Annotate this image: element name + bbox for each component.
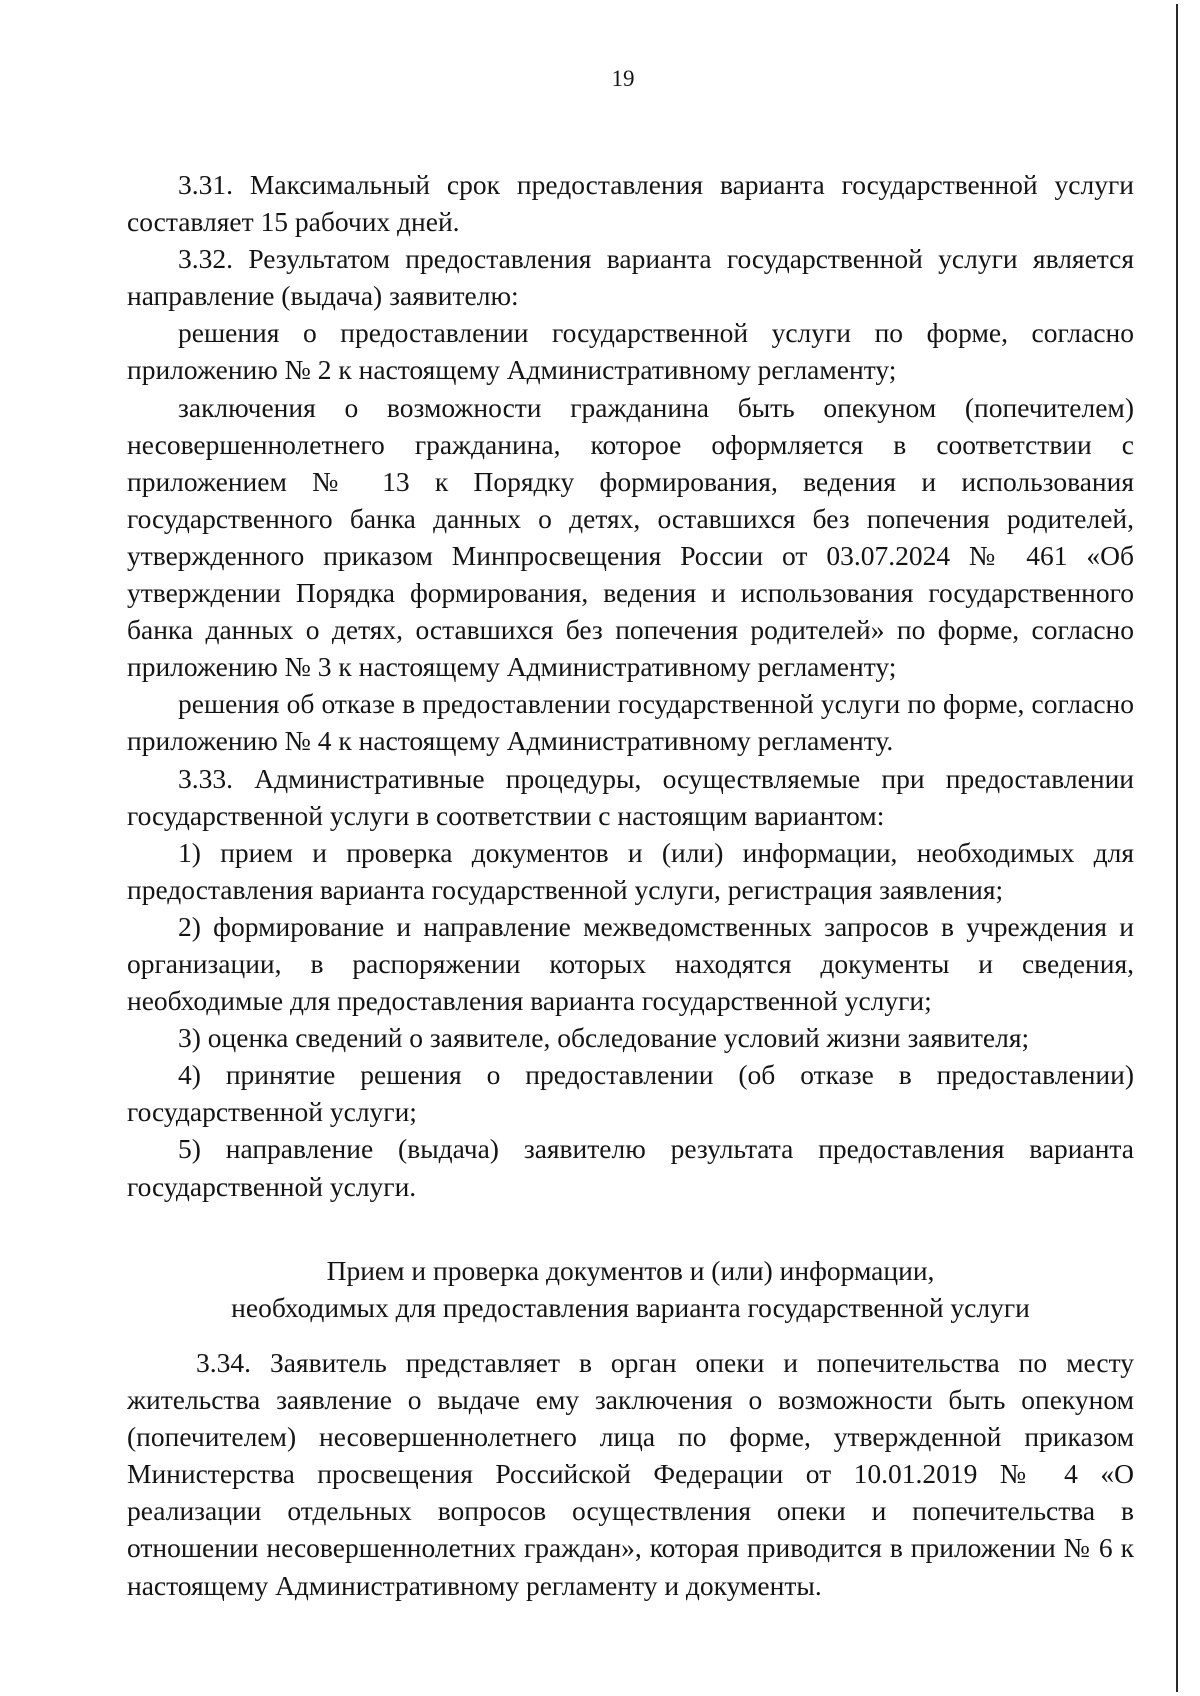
section-heading-line-1: Прием и проверка документов и (или) информации, [326,1255,935,1286]
section-heading-line-2: необходимых для предоставления варианта государственной услуги [231,1292,1030,1323]
page-number: 19 [611,66,635,91]
page-edge-line [1176,4,1178,1692]
list-item-decision: решения о предоставлении государственной услуги по форме, согласно приложению № 2 к настоящему Административному регламенту; [127,317,1134,386]
list-item-conclusion: заключения о возможности гражданина быть опекуном (попечителем) несовершеннолетнего гражданина, которое оформляется в соответствии с приложением № 13 к Порядку формирования, ведения и использования государственного банка данных о детях, оставшихся без попечения родителей, утвержденного приказом Минпросвещения России от 03.07.2024 № 461 «Об утверждении Порядка формирования, ведения и использования государственного банка данных о детях, оставшихся без попечения родителей» по форме, согласно приложению № 3 к настоящему Административному регламенту; [127,391,1134,683]
procedure-item-4: 4) принятие решения о предоставлении (об отказе в предоставлении) государственной услуги; [127,1059,1134,1128]
procedure-item-1: 1) прием и проверка документов и (или) информации, необходимых для предоставления варианта государственной услуги, регистрация заявления; [127,836,1134,905]
paragraph-3-34: 3.34. Заявитель представляет в орган опеки и попечительства по месту жительства заявление о выдаче ему заключения о возможности быть опекуном (попечителем) несовершеннолетнего лица по форме, утвержденной приказом Министерства просвещения Российской Федерации от 10.01.2019 № 4 «О реализации отдельных вопросов осуществления опеки и попечительства в отношении несовершеннолетних граждан», которая приводится в приложении № 6 к настоящему Административному регламенту и документы. [127,1347,1134,1601]
procedure-item-5: 5) направление (выдача) заявителю результата предоставления варианта государственной услуги. [127,1133,1134,1202]
procedure-item-3: 3) оценка сведений о заявителе, обследование условий жизни заявителя; [178,1022,1030,1054]
paragraph-3-33: 3.33. Административные процедуры, осуществляемые при предоставлении государственной услуги в соответствии с настоящим вариантом: [127,762,1134,831]
section-heading [127,1252,1134,1326]
paragraph-3-32: 3.32. Результатом предоставления варианта государственной услуги является направление (выдача) заявителю: [127,243,1134,312]
list-item-refusal: решения об отказе в предоставлении государственной услуги по форме, согласно приложению № 4 к настоящему Административному регламенту. [127,688,1134,757]
body-text-block-2 [127,1344,1134,1604]
body-text-block [127,166,1134,1205]
procedure-item-2: 2) формирование и направление межведомственных запросов в учреждения и организации, в распоряжении которых находятся документы и сведения, необходимые для предоставления варианта государственной услуги; [127,910,1134,1017]
paragraph-3-31: 3.31. Максимальный срок предоставления варианта государственной услуги составляет 15 рабочих дней. [127,169,1134,238]
